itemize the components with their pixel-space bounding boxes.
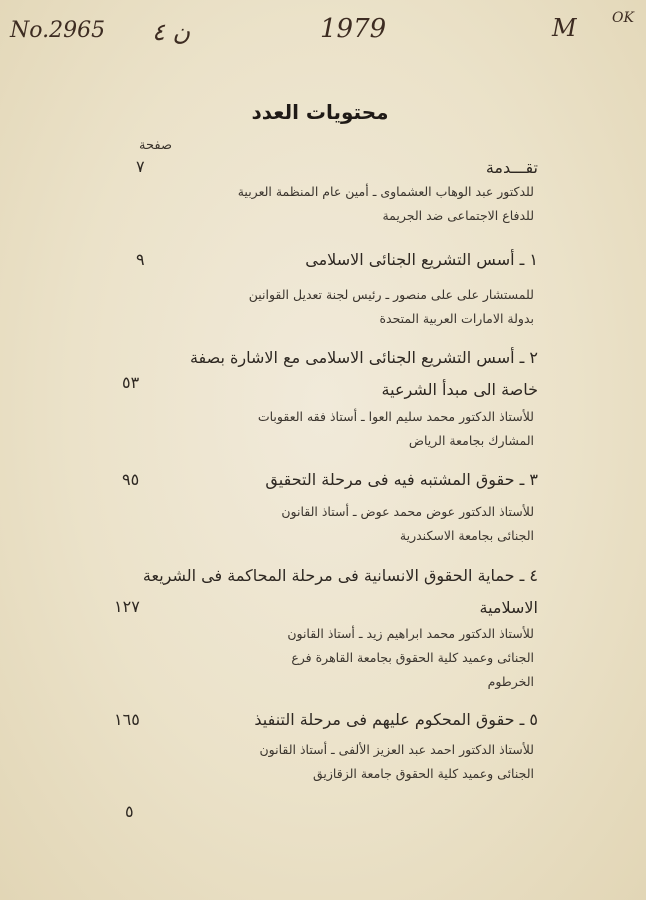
entry-author-line: الجنائى وعميد كلية الحقوق بجامعة القاهرة فرع — [291, 650, 534, 665]
entry-author — [114, 622, 534, 694]
entry-title — [108, 464, 538, 496]
entry-author — [114, 738, 534, 786]
entry-title-line: الاسلامية — [479, 598, 538, 617]
handwritten-ok-mark: OK — [612, 10, 634, 26]
entry-author-line: للمستشار على على منصور ـ رئيس لجنة تعديل القوانين — [248, 287, 534, 302]
entry-title-line: ٥ ـ حقوق المحكوم عليهم فى مرحلة التنفيذ — [254, 710, 538, 729]
entry-title-line: ١ ـ أسس التشريع الجنائى الاسلامى — [305, 250, 538, 269]
entry-page-number: ٩ — [136, 250, 145, 269]
handwritten-initials: M — [552, 14, 577, 42]
entry-author — [114, 283, 534, 331]
entry-author — [114, 405, 534, 453]
handwritten-year: 1979 — [320, 14, 387, 44]
entry-page-number: ١٦٥ — [114, 710, 140, 729]
footer-page-number: ٥ — [125, 802, 134, 821]
entry-author-line: للدفاع الاجتماعى ضد الجريمة — [382, 208, 534, 223]
entry-author-line: للأستاذ الدكتور محمد ابراهيم زيد ـ أستاذ القانون — [287, 626, 534, 641]
entry-title-line: ٣ ـ حقوق المشتبه فيه فى مرحلة التحقيق — [265, 470, 538, 489]
entry-title — [108, 342, 538, 406]
entry-title-line: ٢ ـ أسس التشريع الجنائى الاسلامى مع الاشارة بصفة — [189, 348, 538, 367]
page-title: محتويات العدد — [251, 100, 389, 124]
entry-title-line: خاصة الى مبدأ الشرعية — [381, 380, 538, 399]
entry-author — [114, 500, 534, 548]
entry-title-line: ٤ ـ حماية الحقوق الانسانية فى مرحلة المحاكمة فى الشريعة — [142, 566, 538, 585]
entry-author-line: للأستاذ الدكتور محمد سليم العوا ـ أستاذ فقه العقوبات — [257, 409, 534, 424]
entry-page-number: ١٢٧ — [114, 597, 140, 616]
entry-author-line: المشارك بجامعة الرياض — [408, 433, 534, 448]
handwritten-issue-number: ن ٤ — [152, 18, 191, 46]
page-column-label: صفحة — [139, 138, 172, 153]
entry-author-line: الجنائى وعميد كلية الحقوق جامعة الزقازيق — [312, 766, 534, 781]
entry-author-line: الخرطوم — [487, 674, 534, 689]
entry-title — [108, 704, 538, 736]
entry-author-line: الجنائى بجامعة الاسكندرية — [399, 528, 534, 543]
handwritten-accession-number: No.2965 — [10, 18, 106, 43]
entry-title — [108, 244, 538, 276]
entry-author-line: للأستاذ الدكتور عوض محمد عوض ـ أستاذ القانون — [281, 504, 534, 519]
entry-title — [108, 560, 538, 624]
entry-author-line: للدكتور عبد الوهاب العشماوى ـ أمين عام المنظمة العربية — [237, 184, 534, 199]
entry-author-line: بدولة الامارات العربية المتحدة — [379, 311, 534, 326]
entry-page-number: ٥٣ — [122, 373, 140, 392]
entry-page-number: ٧ — [136, 157, 145, 176]
entry-author-line: للأستاذ الدكتور احمد عبد العزيز الألفى ـ أستاذ القانون — [259, 742, 534, 757]
entry-title-line: تقـــدمة — [485, 158, 538, 177]
entry-author — [114, 180, 534, 228]
entry-page-number: ٩٥ — [122, 470, 140, 489]
